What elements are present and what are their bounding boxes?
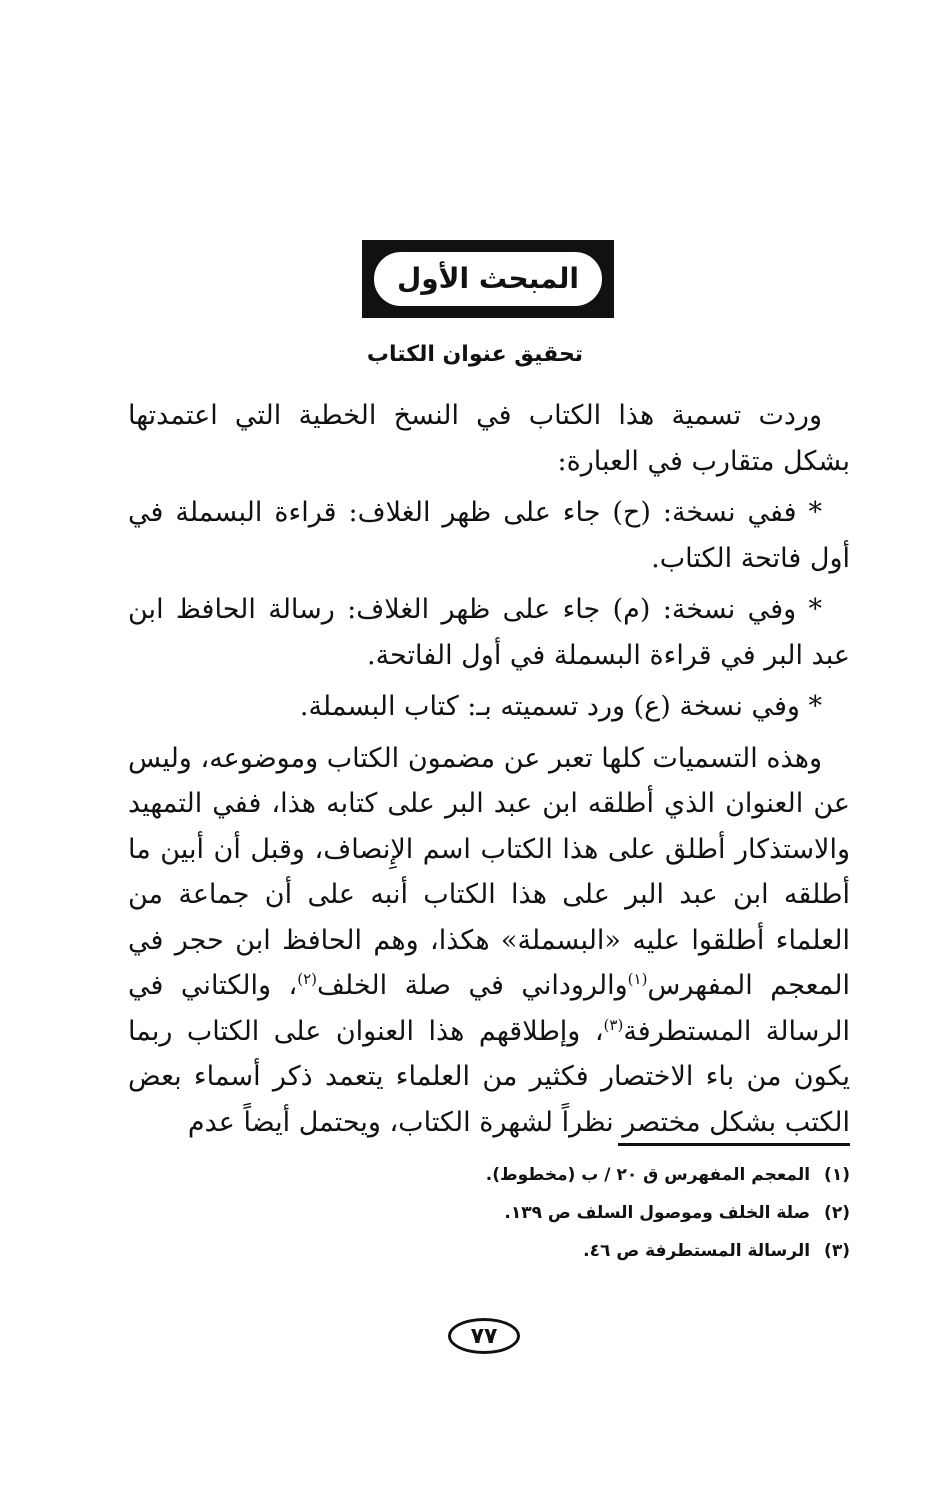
body-text xyxy=(128,393,850,1151)
footnote-ref-2[interactable]: (٢) xyxy=(297,970,318,988)
footnote-separator xyxy=(618,1143,850,1146)
paragraph-5 xyxy=(128,736,850,1146)
paragraph-1: وردت تسمية هذا الكتاب في النسخ الخطية التي اعتمدتها بشكل متقارب في العبارة: xyxy=(128,400,850,477)
footnote-text: الرسالة المستطرفة ص ٤٦. xyxy=(583,1241,811,1261)
chapter-title: المبحث الأول xyxy=(396,262,580,295)
footnotes xyxy=(128,1156,850,1270)
footnote-item xyxy=(128,1194,850,1232)
footnote-ref-3[interactable]: (٣) xyxy=(603,1015,624,1034)
footnote-item xyxy=(128,1232,850,1270)
footnote-text: صلة الخلف وموصول السلف ص ١٣٩. xyxy=(504,1203,811,1223)
footnote-ref-1[interactable]: (١) xyxy=(627,970,648,988)
paragraph-3: * وفي نسخة: (م) جاء على ظهر الغلاف: رسالة الحافظ ابن عبد البر في قراءة البسملة في أول الفاتحة. xyxy=(128,594,850,671)
chapter-heading-frame xyxy=(362,240,614,318)
footnote-number: (٢) xyxy=(824,1203,850,1223)
paragraph-5-part-a: وهذه التسميات كلها تعبر عن مضمون الكتاب وموضوعه، وليس عن العنوان الذي أطلقه ابن عبد البر على كتابه هذا، ففي التمهيد والاستذكار أطلق على هذا الكتاب اسم الإِنصاف، وقبل أن أبين ما أطلقه ابن عبد البر على هذا الكتاب أنبه على أن جماعة من العلماء أطلقوا عليه «البسملة» هكذا، وهم الحافظ ابن حجر في المعجم المفهرس xyxy=(128,742,850,1001)
paragraph-5-part-c: ، والكتاني في الرسالة المستطرفة xyxy=(128,970,850,1047)
paragraph-5-part-d: ، وإطلاقهم هذا العنوان على الكتاب ربما يكون من باء الاختصار فكثير من العلماء يتعمد ذكر أسماء بعض الكتب بشكل مختصر نظراً لشهرة الكتاب، ويحتمل أيضاً عدم xyxy=(128,1015,850,1138)
footnote-item xyxy=(128,1156,850,1194)
footnote-number: (٣) xyxy=(824,1241,850,1261)
paragraph-5-part-b: والروداني في صلة الخلف xyxy=(317,970,628,1001)
paragraph-4: * وفي نسخة (ع) ورد تسميته بـ: كتاب البسملة. xyxy=(299,691,822,722)
chapter-heading-inner xyxy=(372,250,604,308)
section-subtitle: تحقيق عنوان الكتاب xyxy=(366,342,584,367)
paragraph-2: * ففي نسخة: (ح) جاء على ظهر الغلاف: قراءة البسملة في أول فاتحة الكتاب. xyxy=(128,497,850,574)
footnote-text: المعجم المفهرس ق ٢٠ / ب (مخطوط). xyxy=(485,1165,811,1185)
page-number: ٧٧ xyxy=(448,1318,520,1354)
footnote-number: (١) xyxy=(824,1165,850,1185)
